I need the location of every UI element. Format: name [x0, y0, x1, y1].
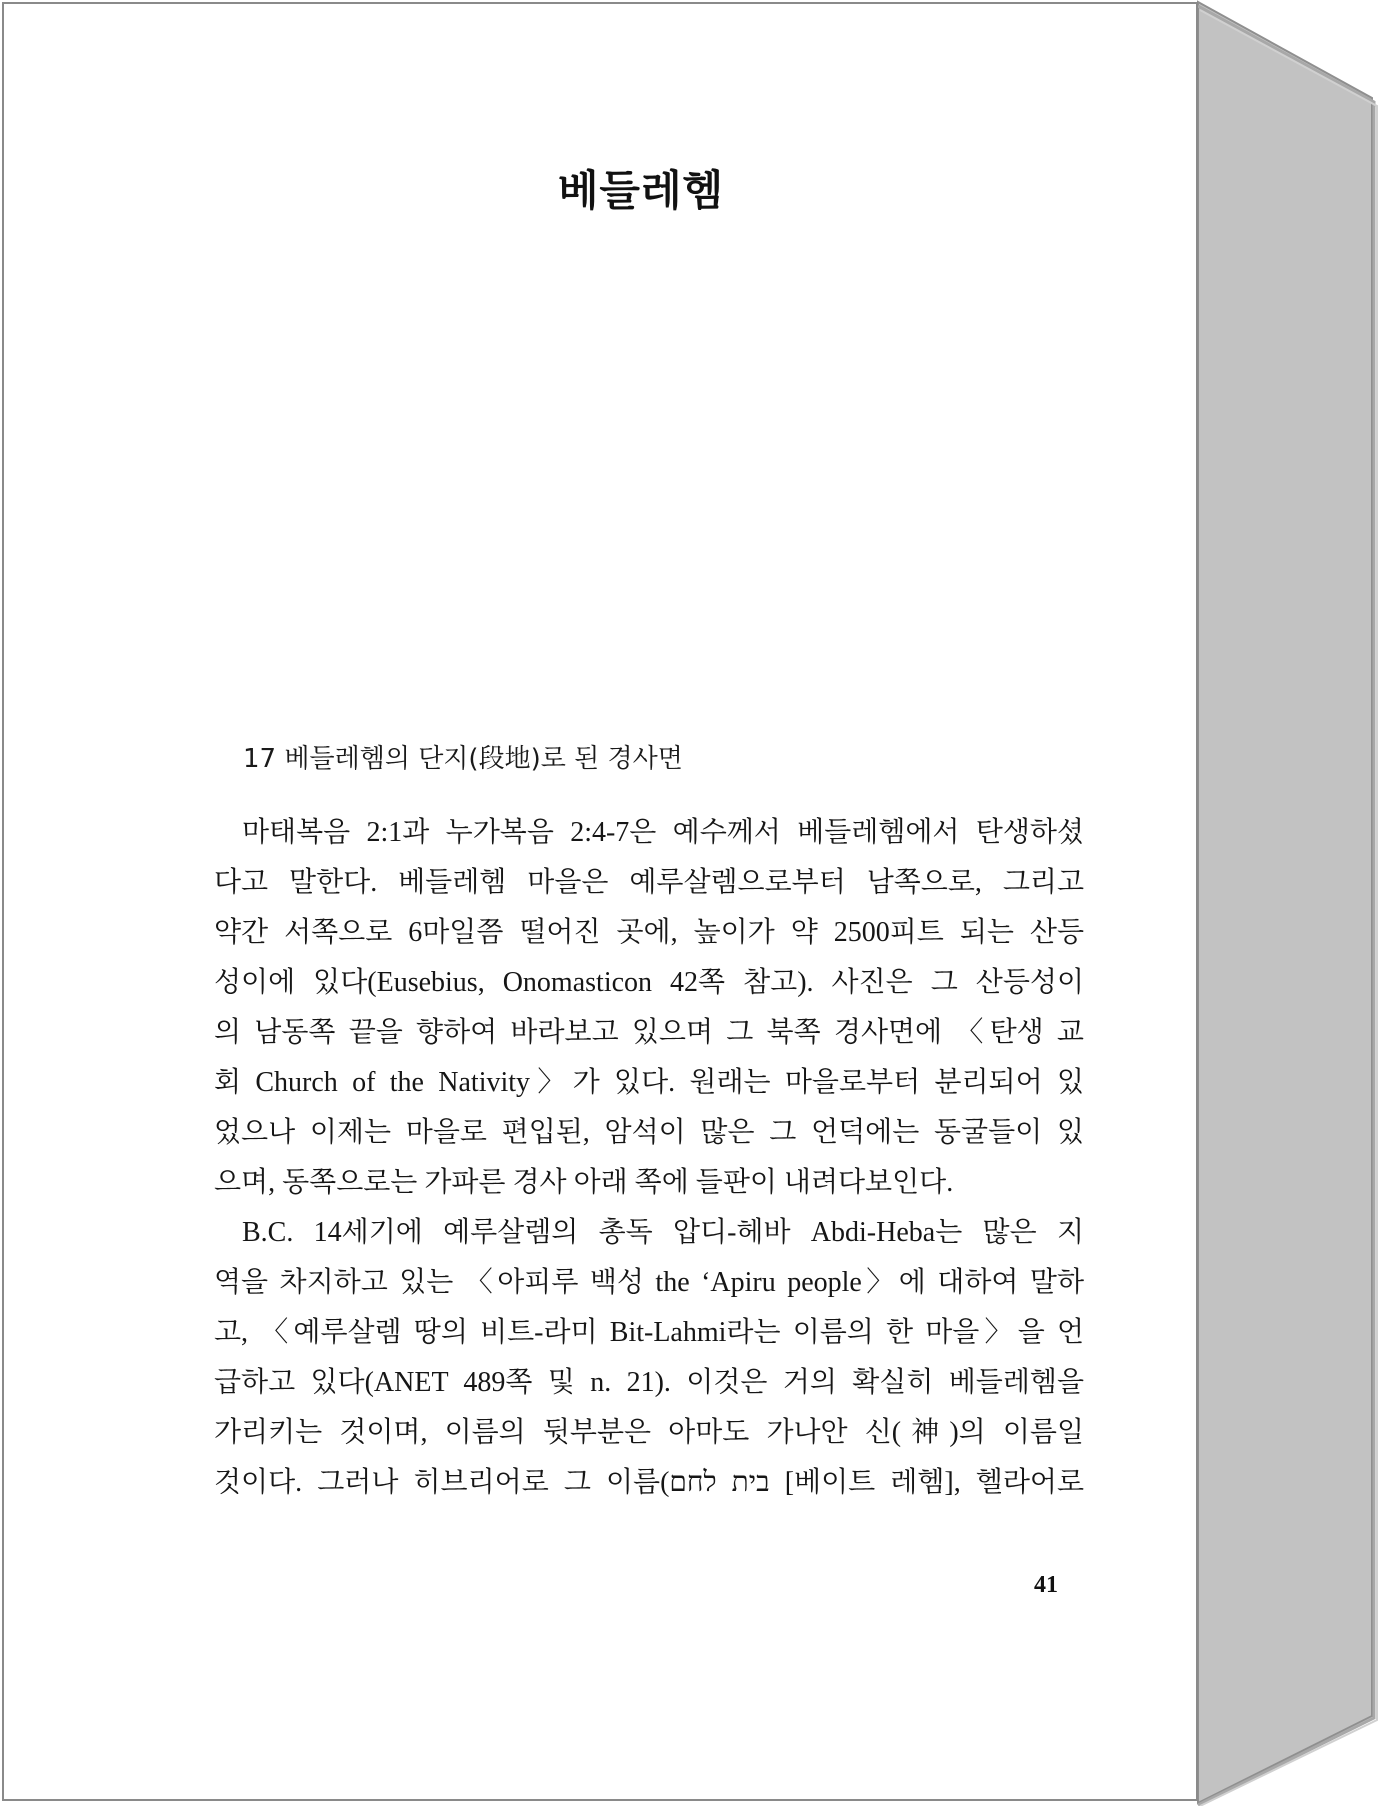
text-line-12: 급하고 있다(ANET 489쪽 및 n. 21). 이것은 거의 확실히 베들레헴을: [214, 1367, 1084, 1398]
text-line-8: 으며, 동쪽으로는 가파른 경사 아래 쪽에 들판이 내려다보인다.: [214, 1167, 954, 1198]
text-line-14: 것이다. 그러나 히브리어로 그 이름(בית לחם [베이트 레헴], 헬라어로: [214, 1467, 1084, 1498]
page-title: 베들레헴: [557, 166, 725, 215]
text-line-7: 었으나 이제는 마을로 편입된, 암석이 많은 그 언덕에는 동굴들이 있: [214, 1117, 1084, 1148]
text-line-3: 약간 서쪽으로 6마일쯤 떨어진 곳에, 높이가 약 2500피트 되는 산등: [214, 917, 1084, 948]
page-number: 41: [1034, 1572, 1058, 1598]
text-line-9: B.C. 14세기에 예루살렘의 총독 압디-헤바 Abdi-Heba는 많은 지: [242, 1217, 1084, 1248]
text-line-13: 가리키는 것이며, 이름의 뒷부분은 아마도 가나안 신(神)의 이름일: [214, 1417, 1084, 1448]
text-line-1: 마태복음 2:1과 누가복음 2:4-7은 예수께서 베들레헴에서 탄생하셨: [242, 817, 1084, 848]
text-line-4: 성이에 있다(Eusebius, Onomasticon 42쪽 참고). 사진은 그 산등성이: [214, 967, 1084, 998]
text-line-5: 의 남동쪽 끝을 향하여 바라보고 있으며 그 북쪽 경사면에 〈탄생 교: [214, 1017, 1084, 1048]
text-line-10: 역을 차지하고 있는 〈아피루 백성 the ‘Apiru people〉에 대하여 말하: [214, 1267, 1084, 1298]
photo-caption: 17 베들레헴의 단지(段地)로 된 경사면: [243, 744, 683, 774]
text-line-2: 다고 말한다. 베들레헴 마을은 예루살렘으로부터 남쪽으로, 그리고: [214, 867, 1084, 898]
text-line-6: 회 Church of the Nativity〉가 있다. 원래는 마을로부터 분리되어 있: [214, 1067, 1084, 1098]
body-paragraphs: [214, 808, 1084, 1508]
text-line-11: 고, 〈예루살렘 땅의 비트-라미 Bit-Lahmi라는 이름의 한 마을〉을 언: [214, 1317, 1084, 1348]
